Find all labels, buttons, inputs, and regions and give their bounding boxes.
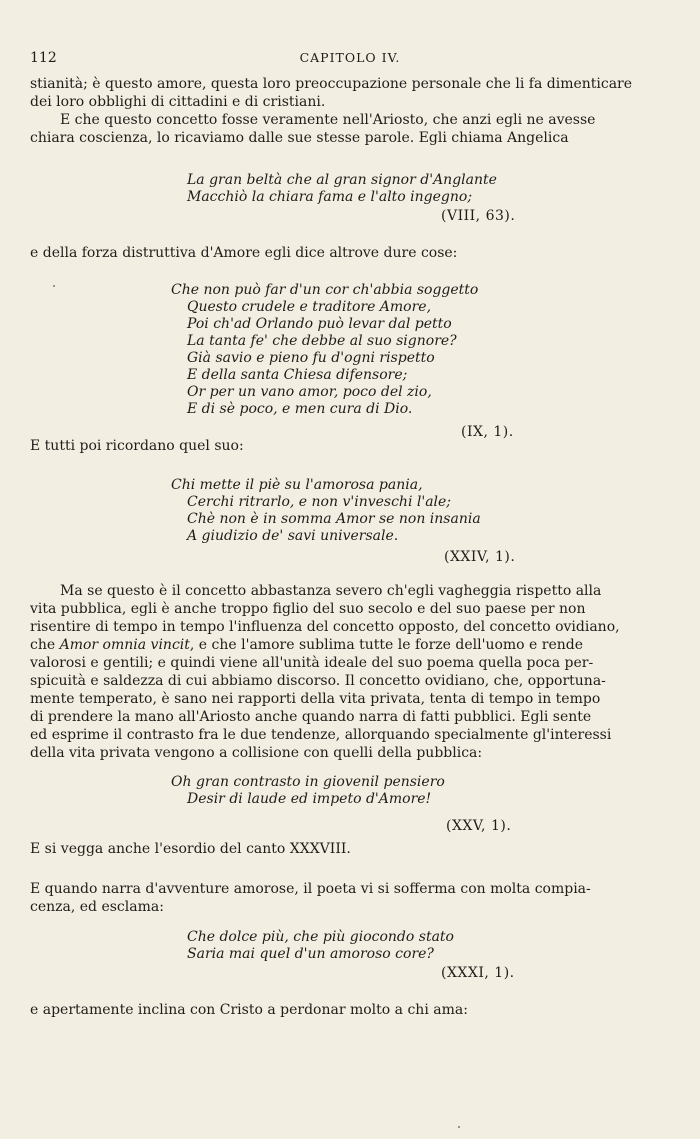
verse-line: A giudizio de' savi universale.: [187, 528, 399, 544]
verse-line: Chi mette il piè su l'amorosa pania,: [171, 477, 423, 493]
text-line: e apertamente inclina con Cristo a perdonar molto a chi ama:: [30, 1002, 468, 1018]
verse-quote-1: [187, 172, 497, 206]
text-line: di prendere la mano all'Ariosto anche quando narra di fatti pubblici. Egli sente: [30, 709, 592, 725]
text-line: spicuità e saldezza di cui abbiamo discorso. Il concetto ovidiano, che, opportuna-: [30, 673, 606, 689]
page-header: [30, 50, 670, 70]
verse-line: La gran beltà che al gran signor d'Anglante: [187, 172, 497, 188]
verse-line: Chè non è in somma Amor se non insania: [187, 511, 481, 527]
text-line: e della forza distruttiva d'Amore egli dice altrove dure cose:: [30, 245, 458, 261]
text-line: mente temperato, è sano nei rapporti della vita privata, tenta di tempo in tempo: [30, 691, 601, 707]
text-line: vita pubblica, egli è anche troppo figlio del suo secolo e del suo paese per non: [30, 601, 586, 617]
verse-line: Già savio e pieno fu d'ogni rispetto: [187, 350, 435, 366]
verse-citation-5: (XXXI, 1).: [441, 965, 515, 981]
text-line: E quando narra d'avventure amorose, il poeta vi si sofferma con molta compia-: [30, 881, 591, 897]
text-line: Ma se questo è il concetto abbastanza severo ch'egli vagheggia rispetto alla: [60, 583, 602, 599]
text-line: cenza, ed esclama:: [30, 899, 164, 915]
verse-line: La tanta fe' che debbe al suo signore?: [187, 333, 457, 349]
verse-line: Macchiò la chiara fama e l'alto ingegno;: [187, 189, 473, 205]
verse-line: Cerchi ritrarlo, e non v'inveschi l'ale;: [187, 494, 452, 510]
print-speck: [458, 1126, 460, 1128]
verse-line: Or per un vano amor, poco del zio,: [187, 384, 432, 400]
verse-citation-1: (VIII, 63).: [441, 208, 516, 224]
text-line: stianità; è questo amore, questa loro preoccupazione personale che li fa dimenticare: [30, 76, 633, 92]
verse-line: Oh gran contrasto in giovenil pensiero: [171, 774, 445, 790]
text-line: chiara coscienza, lo ricaviamo dalle sue stesse parole. Egli chiama Angelica: [30, 130, 569, 146]
verse-line: Che non può far d'un cor ch'abbia soggetto: [171, 282, 479, 298]
text-line: dei loro obblighi di cittadini e di cristiani.: [30, 94, 326, 110]
verse-citation-3: (XXIV, 1).: [444, 549, 516, 565]
paragraph-ricordano: [30, 437, 654, 455]
verse-quote-5: [187, 929, 454, 963]
text-line: E che questo concetto fosse veramente nell'Ariosto, che anzi egli ne avesse: [60, 112, 596, 128]
text-line: della vita privata vengono a collisione con quelli della pubblica:: [30, 745, 483, 761]
verse-quote-4: [171, 774, 445, 808]
verse-line: E di sè poco, e men cura di Dio.: [187, 401, 413, 417]
running-title: CAPITOLO IV.: [299, 50, 401, 65]
verse-citation-2: (IX, 1).: [461, 424, 514, 440]
verse-line: Saria mai quel d'un amoroso core?: [187, 946, 434, 962]
text-line: E si vegga anche l'esordio del canto XXXVIII.: [30, 841, 351, 857]
verse-quote-3: [171, 477, 481, 545]
text-line: che Amor omnia vincit, e che l'amore sublima tutte le forze dell'uomo e rende: [30, 637, 584, 653]
verse-line: Che dolce più, che più giocondo stato: [187, 929, 454, 945]
paragraph-angelica: [30, 111, 654, 147]
verse-line: Desir di laude ed impeto d'Amore!: [187, 791, 432, 807]
paragraph-compiacenza: [30, 880, 654, 916]
paragraph-forza: [30, 244, 654, 262]
verse-line: Questo crudele e traditore Amore,: [187, 299, 432, 315]
text-line: risentire di tempo in tempo l'influenza del concetto opposto, del concetto ovidiano,: [30, 619, 620, 635]
page-number: 112: [30, 50, 57, 66]
text-line: E tutti poi ricordano quel suo:: [30, 438, 244, 454]
verse-citation-4: (XXV, 1).: [446, 818, 512, 834]
print-speck: [53, 285, 55, 287]
paragraph-continuation: [30, 75, 654, 111]
paragraph-ovidiano: [30, 582, 654, 762]
verse-line: Poi ch'ad Orlando può levar dal petto: [187, 316, 452, 332]
paragraph-esordio: [30, 840, 654, 858]
text-line: valorosi e gentili; e quindi viene all'unità ideale del suo poema quella poca per-: [30, 655, 594, 671]
text-line: ed esprime il contrasto fra le due tendenze, allorquando specialmente gl'interessi: [30, 727, 612, 743]
verse-line: E della santa Chiesa difensore;: [187, 367, 408, 383]
paragraph-perdonar: [30, 1001, 654, 1019]
verse-quote-2: [171, 282, 478, 418]
